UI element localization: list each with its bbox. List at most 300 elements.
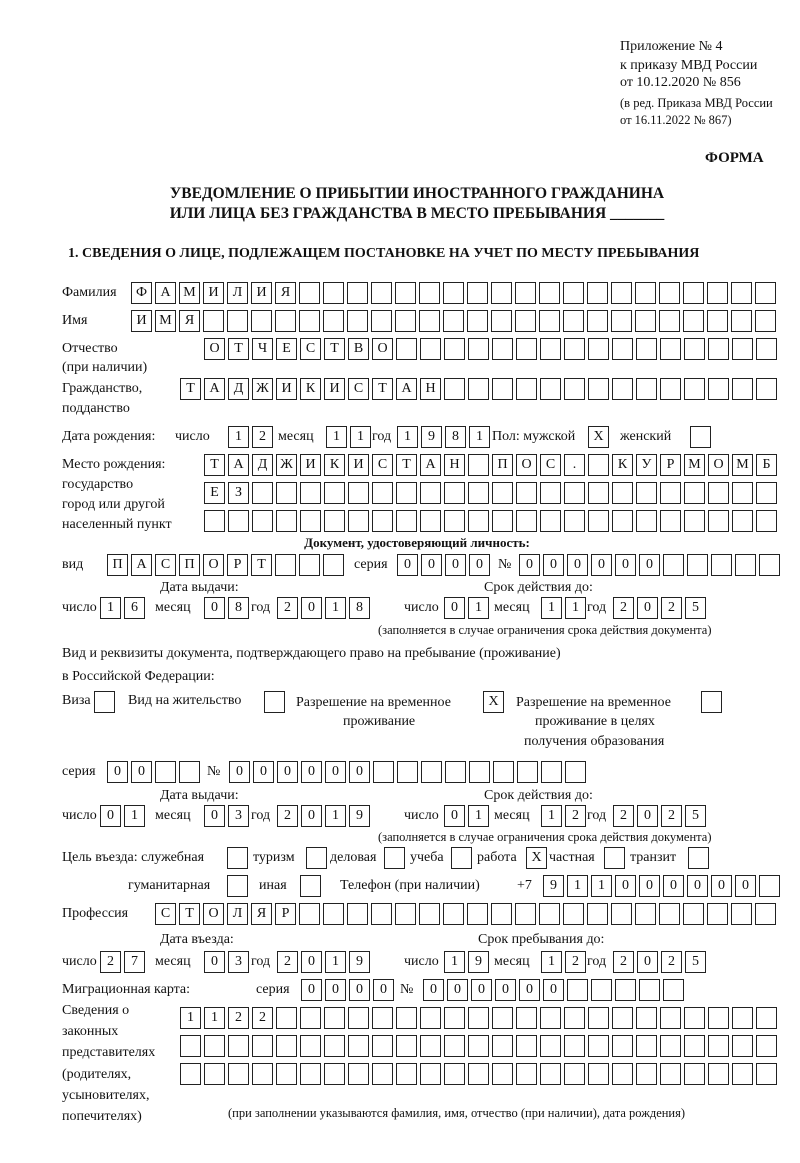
char-cell[interactable]: 1 <box>468 805 489 827</box>
char-cell[interactable] <box>492 338 513 360</box>
char-cell[interactable] <box>540 1035 561 1057</box>
char-cell[interactable] <box>587 903 608 925</box>
char-cell[interactable] <box>251 310 272 332</box>
char-cell[interactable] <box>756 338 777 360</box>
char-cell[interactable] <box>660 338 681 360</box>
char-cell[interactable] <box>660 510 681 532</box>
char-cell[interactable] <box>756 1007 777 1029</box>
char-cell[interactable]: 1 <box>325 951 346 973</box>
char-cell[interactable]: З <box>228 482 249 504</box>
char-cell[interactable]: С <box>372 454 393 476</box>
char-cell[interactable] <box>708 482 729 504</box>
char-cell[interactable] <box>636 510 657 532</box>
birth-month-field[interactable] <box>326 426 374 448</box>
char-cell[interactable]: Я <box>179 310 200 332</box>
char-cell[interactable] <box>563 310 584 332</box>
char-cell[interactable] <box>421 761 442 783</box>
char-cell[interactable] <box>690 426 711 448</box>
char-cell[interactable] <box>707 310 728 332</box>
char-cell[interactable] <box>683 282 704 304</box>
char-cell[interactable] <box>732 1007 753 1029</box>
char-cell[interactable] <box>300 482 321 504</box>
char-cell[interactable] <box>564 378 585 400</box>
char-cell[interactable]: 1 <box>325 597 346 619</box>
char-cell[interactable] <box>468 1035 489 1057</box>
stay-number-field[interactable] <box>229 761 589 783</box>
char-cell[interactable] <box>300 510 321 532</box>
char-cell[interactable] <box>204 510 225 532</box>
char-cell[interactable] <box>94 691 115 713</box>
id-valid-year-field[interactable] <box>613 597 709 619</box>
char-cell[interactable] <box>276 1035 297 1057</box>
char-cell[interactable] <box>468 378 489 400</box>
stay-valid-month-field[interactable] <box>541 805 589 827</box>
reps-field-3[interactable] <box>180 1063 780 1085</box>
purpose-study-checkbox[interactable] <box>451 847 475 869</box>
char-cell[interactable]: 0 <box>204 805 225 827</box>
char-cell[interactable]: . <box>564 454 585 476</box>
char-cell[interactable] <box>612 1007 633 1029</box>
char-cell[interactable]: 9 <box>349 951 370 973</box>
char-cell[interactable] <box>660 1007 681 1029</box>
char-cell[interactable] <box>708 378 729 400</box>
char-cell[interactable]: А <box>396 378 417 400</box>
char-cell[interactable] <box>636 1035 657 1057</box>
char-cell[interactable] <box>732 1063 753 1085</box>
char-cell[interactable]: С <box>540 454 561 476</box>
char-cell[interactable] <box>701 691 722 713</box>
patronymic-field[interactable] <box>204 338 780 360</box>
char-cell[interactable]: А <box>228 454 249 476</box>
mc-series-field[interactable] <box>301 979 397 1001</box>
char-cell[interactable] <box>731 310 752 332</box>
char-cell[interactable] <box>588 510 609 532</box>
char-cell[interactable] <box>228 510 249 532</box>
purpose-work-checkbox[interactable] <box>526 847 550 869</box>
entry-day-field[interactable] <box>100 951 148 973</box>
char-cell[interactable]: 1 <box>468 597 489 619</box>
char-cell[interactable] <box>684 1007 705 1029</box>
char-cell[interactable]: И <box>131 310 152 332</box>
char-cell[interactable] <box>300 1007 321 1029</box>
char-cell[interactable] <box>348 1035 369 1057</box>
char-cell[interactable]: 0 <box>567 554 588 576</box>
char-cell[interactable]: 0 <box>639 875 660 897</box>
male-checkbox[interactable] <box>588 426 612 448</box>
char-cell[interactable]: 0 <box>591 554 612 576</box>
char-cell[interactable]: Р <box>660 454 681 476</box>
char-cell[interactable]: 0 <box>100 805 121 827</box>
char-cell[interactable]: М <box>179 282 200 304</box>
char-cell[interactable]: А <box>204 378 225 400</box>
char-cell[interactable] <box>397 761 418 783</box>
purpose-service-checkbox[interactable] <box>227 847 251 869</box>
char-cell[interactable]: Д <box>228 378 249 400</box>
char-cell[interactable] <box>588 454 609 476</box>
char-cell[interactable] <box>276 510 297 532</box>
char-cell[interactable] <box>384 847 405 869</box>
char-cell[interactable] <box>324 510 345 532</box>
char-cell[interactable]: 0 <box>639 554 660 576</box>
char-cell[interactable] <box>467 310 488 332</box>
char-cell[interactable]: 0 <box>107 761 128 783</box>
char-cell[interactable] <box>300 1063 321 1085</box>
char-cell[interactable] <box>516 1063 537 1085</box>
char-cell[interactable] <box>252 1035 273 1057</box>
char-cell[interactable]: М <box>732 454 753 476</box>
char-cell[interactable]: 2 <box>565 805 586 827</box>
birth-year-field[interactable] <box>397 426 493 448</box>
char-cell[interactable] <box>444 378 465 400</box>
char-cell[interactable] <box>611 282 632 304</box>
char-cell[interactable] <box>443 903 464 925</box>
char-cell[interactable]: 0 <box>615 875 636 897</box>
char-cell[interactable]: 0 <box>519 979 540 1001</box>
char-cell[interactable]: А <box>131 554 152 576</box>
char-cell[interactable]: Т <box>372 378 393 400</box>
char-cell[interactable] <box>396 338 417 360</box>
char-cell[interactable] <box>323 903 344 925</box>
char-cell[interactable]: С <box>155 554 176 576</box>
char-cell[interactable] <box>756 1063 777 1085</box>
char-cell[interactable] <box>395 310 416 332</box>
char-cell[interactable] <box>660 1035 681 1057</box>
char-cell[interactable] <box>306 847 327 869</box>
char-cell[interactable] <box>373 761 394 783</box>
char-cell[interactable] <box>707 282 728 304</box>
char-cell[interactable]: М <box>684 454 705 476</box>
char-cell[interactable] <box>468 510 489 532</box>
reps-field-1[interactable] <box>180 1007 780 1029</box>
char-cell[interactable] <box>227 875 248 897</box>
char-cell[interactable] <box>732 482 753 504</box>
char-cell[interactable] <box>492 510 513 532</box>
char-cell[interactable] <box>299 282 320 304</box>
char-cell[interactable]: 0 <box>711 875 732 897</box>
char-cell[interactable]: 1 <box>397 426 418 448</box>
stay-series-field[interactable] <box>107 761 203 783</box>
char-cell[interactable] <box>445 761 466 783</box>
char-cell[interactable] <box>323 554 344 576</box>
char-cell[interactable] <box>493 761 514 783</box>
char-cell[interactable]: 2 <box>252 426 273 448</box>
char-cell[interactable] <box>611 903 632 925</box>
char-cell[interactable] <box>759 554 780 576</box>
char-cell[interactable]: 0 <box>204 597 225 619</box>
char-cell[interactable] <box>492 1035 513 1057</box>
char-cell[interactable] <box>348 1063 369 1085</box>
char-cell[interactable] <box>731 282 752 304</box>
char-cell[interactable]: 0 <box>325 761 346 783</box>
char-cell[interactable] <box>660 482 681 504</box>
char-cell[interactable]: 0 <box>543 554 564 576</box>
char-cell[interactable] <box>516 510 537 532</box>
char-cell[interactable] <box>372 1007 393 1029</box>
birthplace-field-1[interactable] <box>204 454 780 476</box>
char-cell[interactable]: 3 <box>228 951 249 973</box>
char-cell[interactable]: 2 <box>100 951 121 973</box>
char-cell[interactable]: 5 <box>685 951 706 973</box>
char-cell[interactable] <box>444 1063 465 1085</box>
char-cell[interactable] <box>660 1063 681 1085</box>
char-cell[interactable] <box>252 510 273 532</box>
char-cell[interactable] <box>396 1007 417 1029</box>
char-cell[interactable] <box>492 378 513 400</box>
char-cell[interactable] <box>516 1007 537 1029</box>
char-cell[interactable] <box>540 482 561 504</box>
char-cell[interactable] <box>615 979 636 1001</box>
char-cell[interactable]: 7 <box>124 951 145 973</box>
char-cell[interactable] <box>659 282 680 304</box>
char-cell[interactable] <box>443 310 464 332</box>
char-cell[interactable] <box>612 510 633 532</box>
trp-edu-checkbox[interactable] <box>701 691 725 713</box>
char-cell[interactable]: О <box>516 454 537 476</box>
char-cell[interactable] <box>636 1007 657 1029</box>
char-cell[interactable]: П <box>107 554 128 576</box>
char-cell[interactable] <box>396 1063 417 1085</box>
char-cell[interactable]: 1 <box>565 597 586 619</box>
char-cell[interactable]: 1 <box>567 875 588 897</box>
char-cell[interactable]: У <box>636 454 657 476</box>
char-cell[interactable] <box>604 847 625 869</box>
char-cell[interactable]: Ж <box>276 454 297 476</box>
char-cell[interactable] <box>348 510 369 532</box>
char-cell[interactable] <box>372 1035 393 1057</box>
entry-month-field[interactable] <box>204 951 252 973</box>
char-cell[interactable] <box>588 378 609 400</box>
char-cell[interactable] <box>420 510 441 532</box>
char-cell[interactable] <box>395 903 416 925</box>
char-cell[interactable] <box>563 903 584 925</box>
stay-issue-month-field[interactable] <box>204 805 252 827</box>
char-cell[interactable]: 0 <box>397 554 418 576</box>
char-cell[interactable]: 0 <box>301 597 322 619</box>
char-cell[interactable] <box>444 510 465 532</box>
char-cell[interactable] <box>591 979 612 1001</box>
char-cell[interactable] <box>688 847 709 869</box>
char-cell[interactable] <box>564 510 585 532</box>
char-cell[interactable]: 9 <box>468 951 489 973</box>
char-cell[interactable]: С <box>300 338 321 360</box>
char-cell[interactable]: Р <box>275 903 296 925</box>
char-cell[interactable] <box>684 338 705 360</box>
char-cell[interactable] <box>204 1035 225 1057</box>
char-cell[interactable] <box>492 1063 513 1085</box>
char-cell[interactable] <box>635 282 656 304</box>
char-cell[interactable] <box>732 1035 753 1057</box>
char-cell[interactable] <box>756 510 777 532</box>
char-cell[interactable] <box>540 510 561 532</box>
char-cell[interactable] <box>517 761 538 783</box>
char-cell[interactable]: 0 <box>131 761 152 783</box>
char-cell[interactable]: Ж <box>252 378 273 400</box>
char-cell[interactable] <box>469 761 490 783</box>
char-cell[interactable] <box>347 282 368 304</box>
char-cell[interactable] <box>300 1035 321 1057</box>
char-cell[interactable] <box>276 482 297 504</box>
char-cell[interactable] <box>264 691 285 713</box>
id-number-field[interactable] <box>519 554 783 576</box>
char-cell[interactable] <box>323 310 344 332</box>
char-cell[interactable] <box>564 338 585 360</box>
char-cell[interactable] <box>180 1063 201 1085</box>
char-cell[interactable] <box>419 282 440 304</box>
char-cell[interactable]: 0 <box>469 554 490 576</box>
char-cell[interactable] <box>227 310 248 332</box>
char-cell[interactable] <box>660 378 681 400</box>
purpose-humanitarian-checkbox[interactable] <box>227 875 251 897</box>
char-cell[interactable]: 8 <box>228 597 249 619</box>
char-cell[interactable] <box>468 482 489 504</box>
char-cell[interactable]: 0 <box>301 761 322 783</box>
char-cell[interactable]: О <box>204 338 225 360</box>
char-cell[interactable] <box>687 554 708 576</box>
stay-valid-day-field[interactable] <box>444 805 492 827</box>
purpose-other-checkbox[interactable] <box>300 875 324 897</box>
stay-valid-year-field[interactable] <box>613 805 709 827</box>
char-cell[interactable] <box>683 310 704 332</box>
char-cell[interactable] <box>299 903 320 925</box>
char-cell[interactable] <box>203 310 224 332</box>
char-cell[interactable] <box>732 338 753 360</box>
char-cell[interactable] <box>348 1007 369 1029</box>
char-cell[interactable]: 6 <box>124 597 145 619</box>
char-cell[interactable]: 2 <box>252 1007 273 1029</box>
birthplace-field-2[interactable] <box>204 482 780 504</box>
purpose-business-checkbox[interactable] <box>384 847 408 869</box>
char-cell[interactable]: Н <box>444 454 465 476</box>
char-cell[interactable] <box>299 554 320 576</box>
char-cell[interactable] <box>516 338 537 360</box>
char-cell[interactable] <box>732 378 753 400</box>
char-cell[interactable] <box>708 1063 729 1085</box>
char-cell[interactable] <box>276 1063 297 1085</box>
char-cell[interactable] <box>396 510 417 532</box>
char-cell[interactable]: 9 <box>349 805 370 827</box>
char-cell[interactable]: К <box>300 378 321 400</box>
char-cell[interactable]: В <box>348 338 369 360</box>
char-cell[interactable] <box>564 1063 585 1085</box>
char-cell[interactable]: 8 <box>349 597 370 619</box>
char-cell[interactable]: 1 <box>124 805 145 827</box>
purpose-private-checkbox[interactable] <box>604 847 628 869</box>
char-cell[interactable] <box>324 482 345 504</box>
purpose-tourism-checkbox[interactable] <box>306 847 330 869</box>
char-cell[interactable]: 1 <box>469 426 490 448</box>
char-cell[interactable]: 1 <box>325 805 346 827</box>
char-cell[interactable]: 1 <box>100 597 121 619</box>
id-issue-month-field[interactable] <box>204 597 252 619</box>
char-cell[interactable]: 2 <box>613 951 634 973</box>
char-cell[interactable] <box>371 282 392 304</box>
id-kind-field[interactable] <box>107 554 347 576</box>
char-cell[interactable]: Т <box>251 554 272 576</box>
char-cell[interactable]: Т <box>396 454 417 476</box>
stay-until-day-field[interactable] <box>444 951 492 973</box>
char-cell[interactable] <box>636 378 657 400</box>
char-cell[interactable] <box>420 482 441 504</box>
char-cell[interactable]: 8 <box>445 426 466 448</box>
char-cell[interactable] <box>420 1063 441 1085</box>
char-cell[interactable]: П <box>492 454 513 476</box>
char-cell[interactable] <box>540 1007 561 1029</box>
char-cell[interactable] <box>635 310 656 332</box>
char-cell[interactable]: М <box>155 310 176 332</box>
char-cell[interactable]: 0 <box>301 951 322 973</box>
char-cell[interactable] <box>708 1007 729 1029</box>
char-cell[interactable]: И <box>203 282 224 304</box>
char-cell[interactable]: 1 <box>541 951 562 973</box>
char-cell[interactable] <box>155 761 176 783</box>
char-cell[interactable] <box>708 1035 729 1057</box>
char-cell[interactable] <box>396 1035 417 1057</box>
char-cell[interactable] <box>563 282 584 304</box>
char-cell[interactable] <box>468 338 489 360</box>
char-cell[interactable]: 1 <box>228 426 249 448</box>
char-cell[interactable]: 2 <box>613 805 634 827</box>
stay-until-month-field[interactable] <box>541 951 589 973</box>
char-cell[interactable] <box>639 979 660 1001</box>
char-cell[interactable]: 0 <box>204 951 225 973</box>
char-cell[interactable]: 0 <box>519 554 540 576</box>
char-cell[interactable]: И <box>300 454 321 476</box>
char-cell[interactable] <box>420 338 441 360</box>
char-cell[interactable]: 2 <box>277 951 298 973</box>
citizenship-field[interactable] <box>180 378 780 400</box>
char-cell[interactable]: Л <box>227 282 248 304</box>
char-cell[interactable]: 1 <box>541 597 562 619</box>
char-cell[interactable] <box>755 310 776 332</box>
char-cell[interactable] <box>663 554 684 576</box>
reps-field-2[interactable] <box>180 1035 780 1057</box>
char-cell[interactable] <box>539 903 560 925</box>
char-cell[interactable]: 1 <box>350 426 371 448</box>
profession-field[interactable] <box>155 903 779 925</box>
char-cell[interactable] <box>588 482 609 504</box>
char-cell[interactable] <box>299 310 320 332</box>
char-cell[interactable]: 0 <box>301 979 322 1001</box>
char-cell[interactable]: 0 <box>229 761 250 783</box>
char-cell[interactable] <box>540 338 561 360</box>
char-cell[interactable] <box>540 1063 561 1085</box>
char-cell[interactable] <box>420 1007 441 1029</box>
char-cell[interactable]: И <box>276 378 297 400</box>
char-cell[interactable] <box>516 1035 537 1057</box>
char-cell[interactable]: О <box>203 903 224 925</box>
char-cell[interactable]: 0 <box>471 979 492 1001</box>
char-cell[interactable] <box>396 482 417 504</box>
stay-issue-year-field[interactable] <box>277 805 373 827</box>
stay-issue-day-field[interactable] <box>100 805 148 827</box>
char-cell[interactable] <box>731 903 752 925</box>
char-cell[interactable] <box>323 282 344 304</box>
char-cell[interactable] <box>732 510 753 532</box>
char-cell[interactable]: X <box>588 426 609 448</box>
trp-checkbox[interactable] <box>483 691 507 713</box>
char-cell[interactable] <box>564 1035 585 1057</box>
char-cell[interactable] <box>567 979 588 1001</box>
char-cell[interactable] <box>491 310 512 332</box>
char-cell[interactable]: 0 <box>349 979 370 1001</box>
char-cell[interactable]: 0 <box>444 805 465 827</box>
char-cell[interactable] <box>565 761 586 783</box>
char-cell[interactable] <box>612 1035 633 1057</box>
char-cell[interactable] <box>659 310 680 332</box>
char-cell[interactable] <box>588 1063 609 1085</box>
visa-checkbox[interactable] <box>94 691 118 713</box>
char-cell[interactable]: С <box>348 378 369 400</box>
